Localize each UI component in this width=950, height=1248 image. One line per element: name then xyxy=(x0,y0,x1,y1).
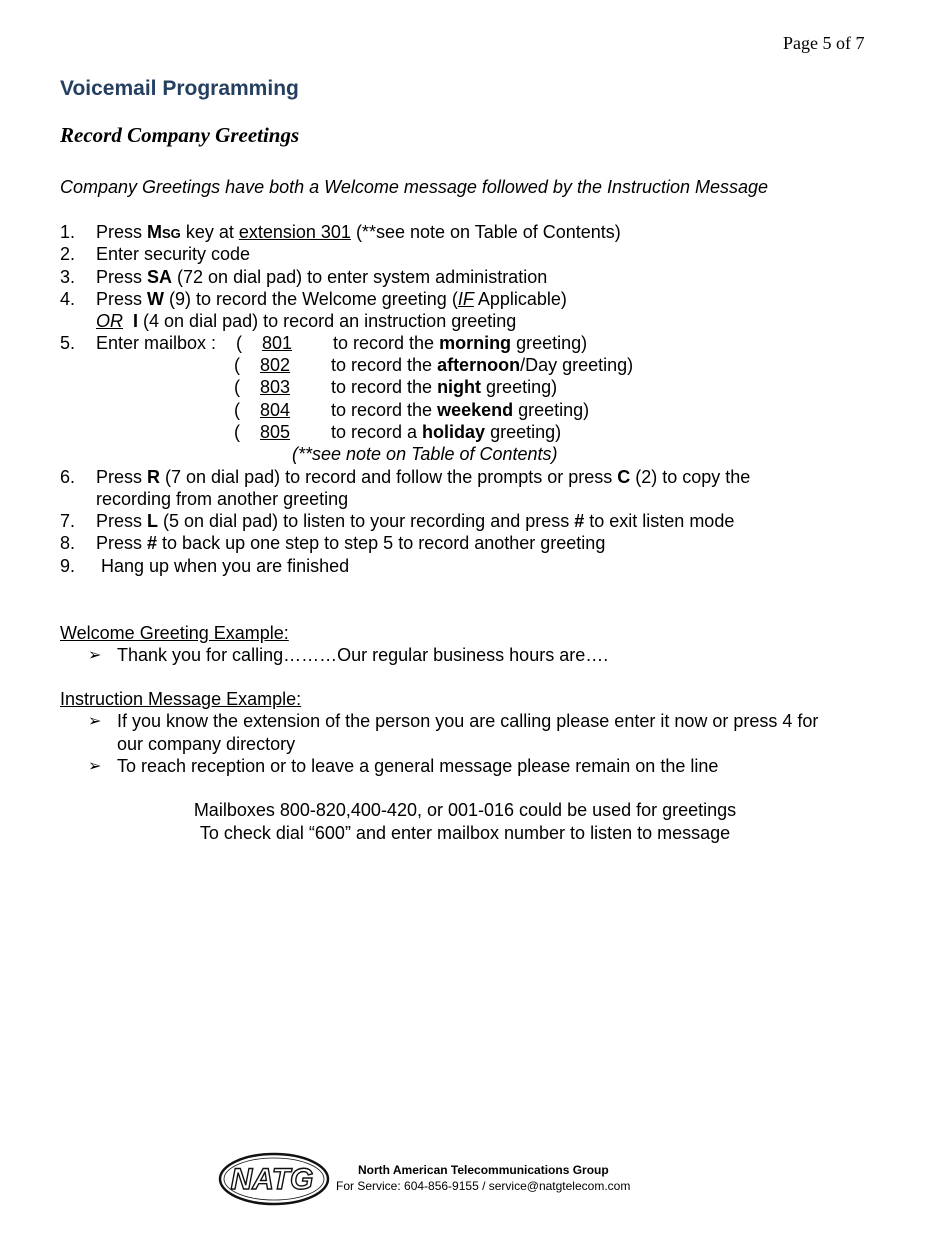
instruction-example-item-cont: our company directory xyxy=(117,734,296,754)
instruction-example-item: To reach reception or to leave a general message please remain on the line xyxy=(117,756,719,776)
step-number: 2. xyxy=(60,244,76,264)
mailbox-number: 801 xyxy=(262,333,293,353)
step-number: 8. xyxy=(60,533,76,553)
mailbox-number: 802 xyxy=(260,355,291,375)
mailbox-number: 804 xyxy=(260,400,291,420)
step-number: 7. xyxy=(60,511,76,531)
section-title: Record Company Greetings xyxy=(60,123,300,147)
mailbox-line: ( 802 to record the afternoon/Day greeting) xyxy=(234,355,634,375)
instruction-example-title: Instruction Message Example: xyxy=(60,689,302,709)
step-3: Press SA (72 on dial pad) to enter system administration xyxy=(96,267,548,287)
page-title: Voicemail Programming xyxy=(60,77,299,100)
step-1: Press MSG key at extension 301 (**see note on Table of Contents) xyxy=(96,222,621,242)
step-6: Press R (7 on dial pad) to record and follow the prompts or press C (2) to copy the xyxy=(96,467,751,487)
footer-service: For Service: 604-856-9155 / service@natgtelecom.com xyxy=(336,1179,631,1193)
mailbox-line: ( 801 to record the morning greeting) xyxy=(236,333,588,353)
step-number: 9. xyxy=(60,556,76,576)
page-number: Page 5 of 7 xyxy=(783,33,865,53)
instruction-example-item: If you know the extension of the person you are calling please enter it now or press 4 for xyxy=(117,711,819,731)
mailbox-line: ( 803 to record the night greeting) xyxy=(234,377,558,397)
step-5-label: Enter mailbox : xyxy=(96,333,217,353)
step-number: 5. xyxy=(60,333,76,353)
step-4: Press W (9) to record the Welcome greeting (IF Applicable) xyxy=(96,289,567,309)
mailbox-range-note: Mailboxes 800-820,400-420, or 001-016 could be used for greetings xyxy=(193,800,737,820)
step-8: Press # to back up one step to step 5 to record another greeting xyxy=(96,533,606,553)
mailbox-line: ( 805 to record a holiday greeting) xyxy=(234,422,562,442)
step-number: 4. xyxy=(60,289,76,309)
intro-text: Company Greetings have both a Welcome message followed by the Instruction Message xyxy=(60,177,769,197)
bullet-arrow-icon: ➢ xyxy=(88,647,102,664)
step-6-cont: recording from another greeting xyxy=(96,489,349,509)
step-7: Press L (5 on dial pad) to listen to your recording and press # to exit listen mode xyxy=(96,511,735,531)
check-dial-note: To check dial “600” and enter mailbox number to listen to message xyxy=(199,823,731,843)
step-number: 3. xyxy=(60,267,76,287)
logo-text: NATG xyxy=(230,1163,314,1196)
step-number: 1. xyxy=(60,222,76,242)
step-2: Enter security code xyxy=(96,244,251,264)
natg-logo xyxy=(218,1150,334,1213)
welcome-example-title: Welcome Greeting Example: xyxy=(60,623,289,643)
table-of-contents-note: (**see note on Table of Contents) xyxy=(292,444,558,464)
step-9: Hang up when you are finished xyxy=(96,556,350,576)
mailbox-number: 805 xyxy=(260,422,291,442)
bullet-arrow-icon: ➢ xyxy=(88,713,102,730)
mailbox-line: ( 804 to record the weekend greeting) xyxy=(234,400,590,420)
step-number: 6. xyxy=(60,467,76,487)
bullet-arrow-icon: ➢ xyxy=(88,758,102,775)
welcome-example-item: Thank you for calling………Our regular business hours are…. xyxy=(117,645,609,665)
mailbox-number: 803 xyxy=(260,377,291,397)
footer-company: North American Telecommunications Group xyxy=(358,1163,609,1177)
step-4-alt: OR I (4 on dial pad) to record an instruction greeting xyxy=(96,311,517,331)
